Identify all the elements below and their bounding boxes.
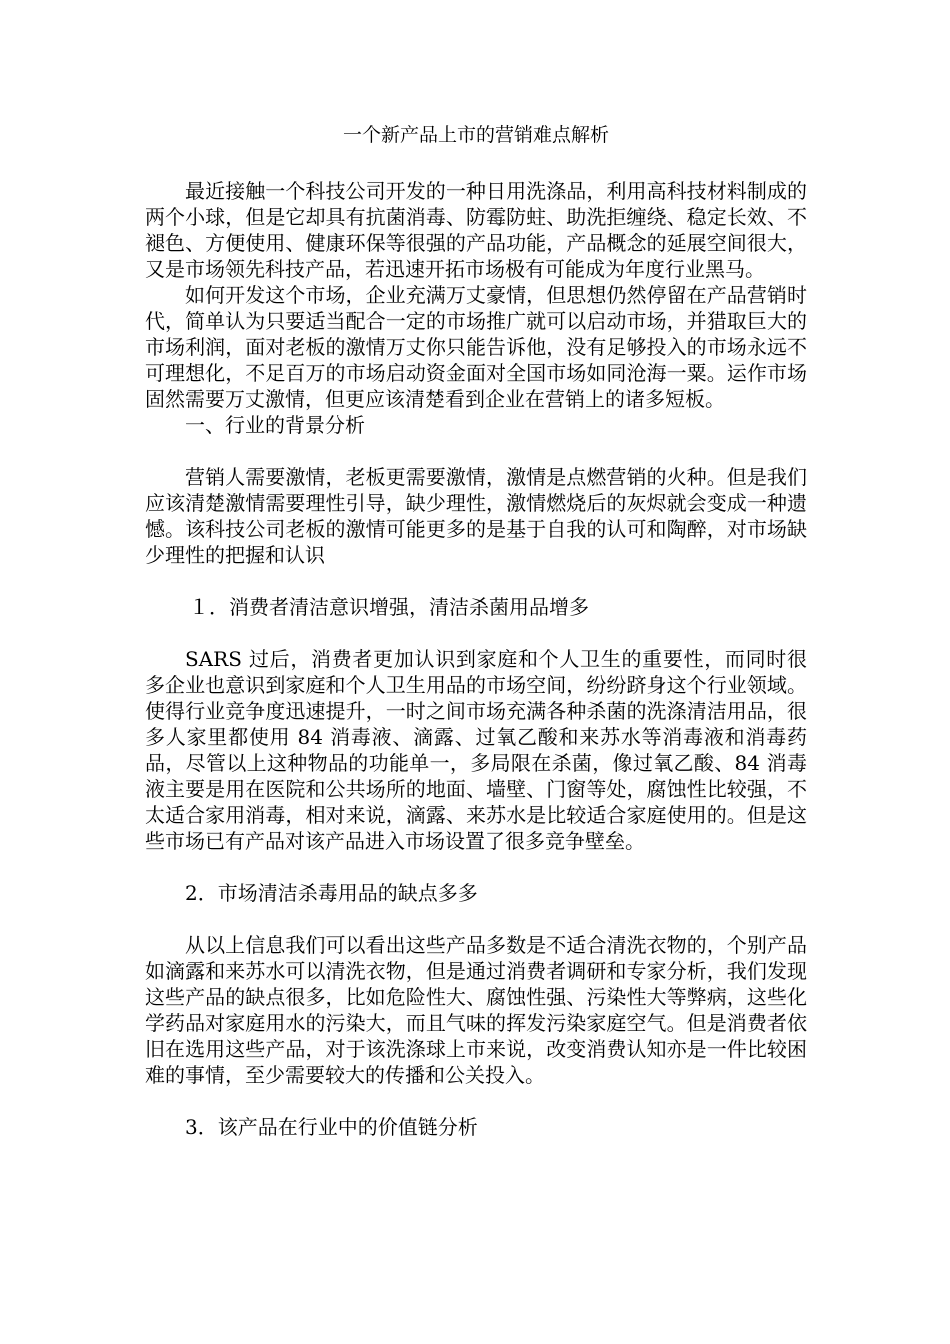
document-title: 一个新产品上市的营销难点解析 [342, 124, 609, 146]
paragraph-intro: 最近接触一个科技公司开发的一种日用洗涤品，利用高科技材料制成的两个小球，但是它却具有抗菌消毒、防霉防蛀、助洗拒缠绕、稳定长效、不褪色、方便使用、健康环保等很强的产品功能，产品概念的延展空间很大，又是市场领先科技产品，若迅速开拓市场极有可能成为年度行业黑马。 [145, 179, 807, 281]
paragraph-shortcomings: 从以上信息我们可以看出这些产品多数是不适合清洗衣物的，个别产品如滴露和来苏水可以清洗衣物，但是通过消费者调研和专家分析，我们发现这些产品的缺点很多，比如危险性大、腐蚀性强、污染性大等弊病，这些化学药品对家庭用水的污染大，而且气味的挥发污染家庭空气。但是消费者依旧在选用这些产品，对于该洗涤球上市来说，改变消费认知亦是一件比较困难的事情，至少需要较大的传播和公关投入。 [145, 933, 807, 1087]
spacer [145, 1088, 807, 1114]
subheading-consumer-awareness: １．消费者清洁意识增强，清洁杀菌用品增多 [189, 595, 589, 619]
paragraph-sars: SARS 过后，消费者更加认识到家庭和个人卫生的重要性，而同时很多企业也意识到家庭和个人卫生用品的市场空间，纷纷跻身这个行业领域。使得行业竞争度迅速提升，一时之间市场充满各种杀菌的洗涤清洁用品，很多人家里都使用 84 消毒液、滴露、过氧乙酸和来苏水等消毒液和消毒药品，尽管以上这种物品的功能单一，多局限在杀菌，像过氧乙酸、84 消毒液主要是用在医院和公共场所的地面、墙壁、门窗等处，腐蚀性比较强，不太适合家用消毒，相对来说，滴露、来苏水是比较适合家庭使用的。但是这些市场已有产品对该产品进入市场设置了很多竞争壁垒。 [145, 647, 807, 853]
subheading-value-chain: 3．该产品在行业中的价值链分析 [185, 1115, 478, 1139]
spacer [145, 854, 807, 880]
spacer [145, 438, 807, 464]
paragraph-market-development: 如何开发这个市场，企业充满万丈豪情，但思想仍然停留在产品营销时代，简单认为只要适当配合一定的市场推广就可以启动市场，并猎取巨大的市场利润，面对老板的激情万丈你只能告诉他，没有足够投入的市场永远不可理想化，不足百万的市场启动资金面对全国市场如同沧海一粟。运作市场固然需要万丈激情，但更应该清楚看到企业在营销上的诸多短板。 [145, 283, 807, 411]
document-page [145, 122, 807, 1140]
subheading-product-shortcomings: 2．市场清洁杀毒用品的缺点多多 [185, 881, 478, 905]
paragraph-passion: 营销人需要激情，老板更需要激情，激情是点燃营销的火种。但是我们应该清楚激情需要理性引导，缺少理性，激情燃烧后的灰烬就会变成一种遗憾。该科技公司老板的激情可能更多的是基于自我的认可和陶醉，对市场缺少理性的把握和认识 [145, 465, 807, 567]
spacer [145, 906, 807, 932]
section-heading-industry-background: 一、行业的背景分析 [185, 413, 365, 437]
spacer [145, 568, 807, 594]
spacer [145, 620, 807, 646]
